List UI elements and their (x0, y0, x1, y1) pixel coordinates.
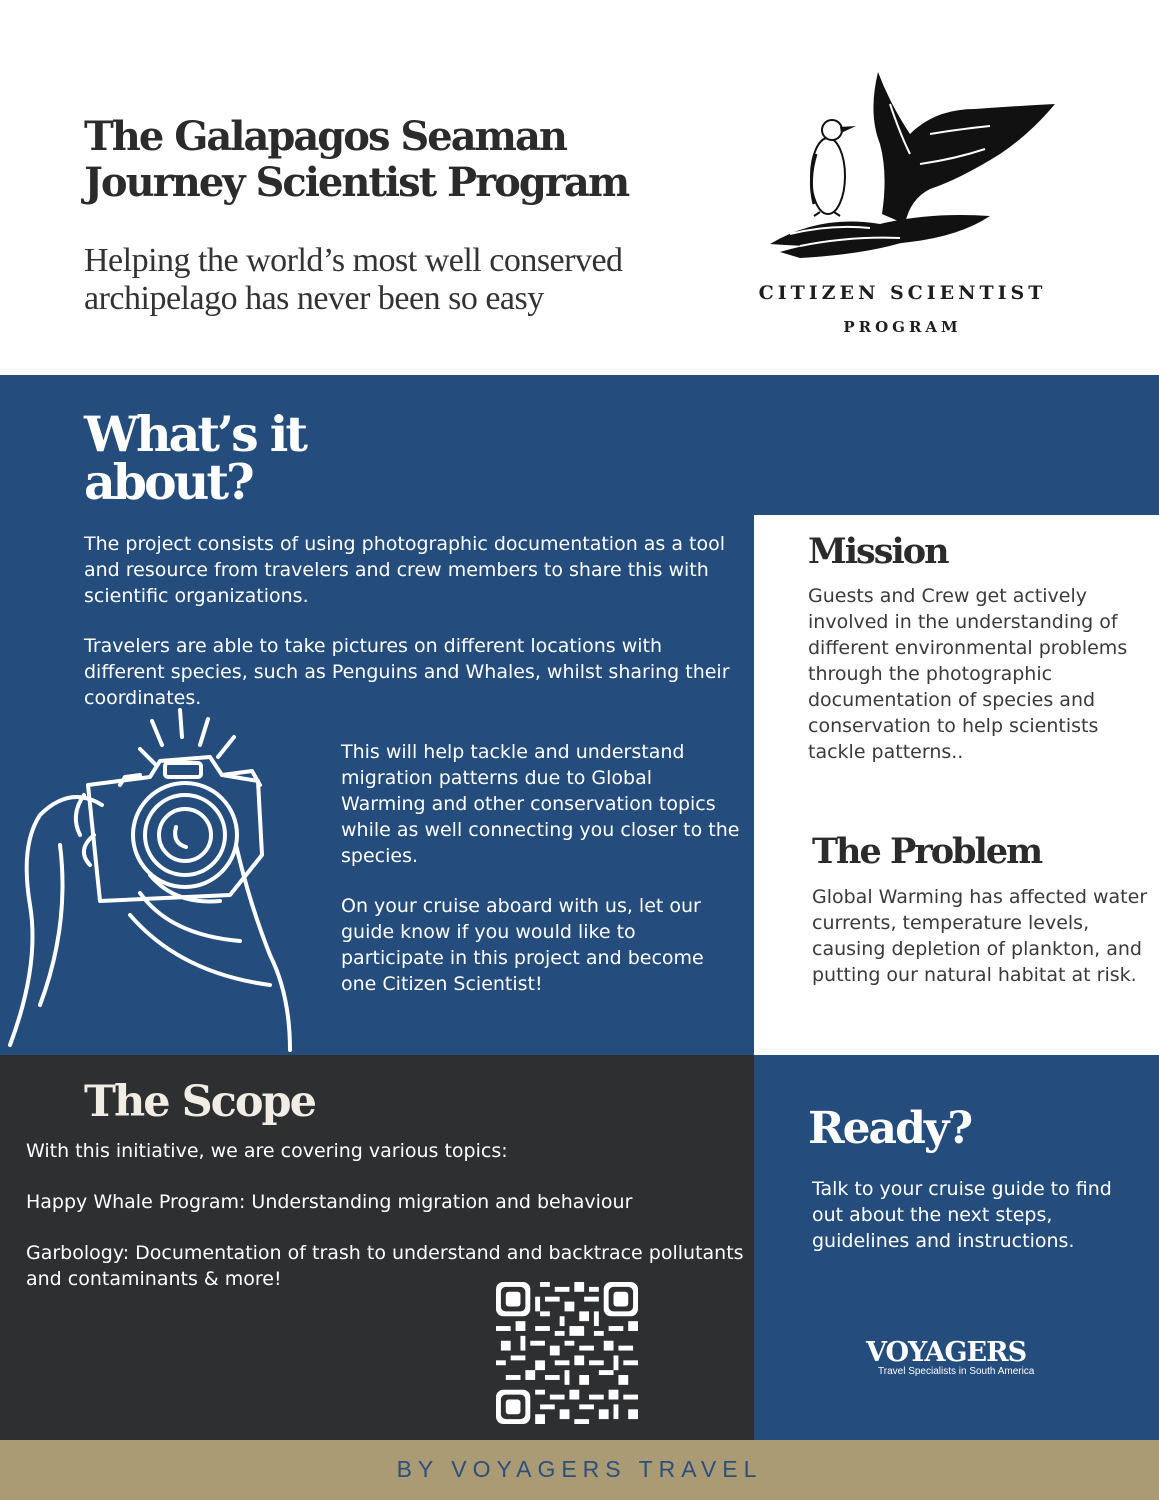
camera-hands-icon (0, 705, 335, 1055)
problem-heading: The Problem (812, 831, 1042, 872)
scope-intro: With this initiative, we are covering various topics: (26, 1140, 508, 1162)
ready-heading: Ready? (808, 1103, 972, 1154)
qr-code-icon[interactable] (496, 1282, 638, 1424)
voyagers-logo (866, 1337, 1046, 1377)
footer-text: BY VOYAGERS TRAVEL (396, 1456, 763, 1482)
ready-section (754, 1055, 1159, 1440)
logo-title: CITIZEN SCIENTIST (758, 282, 1047, 304)
scope-item-happy-whale: Happy Whale Program: Understanding migration and behaviour (26, 1191, 633, 1213)
brand-tagline: Travel Specialists in South America (878, 1366, 1035, 1377)
about-heading: What’s it about? (84, 405, 305, 511)
mission-text: Guests and Crew get actively involved in the understanding of different environmental problems through the photographic documentation of species and conservation to help scientists tackle patterns.. (808, 585, 1128, 763)
whale-tail-penguin-icon (760, 64, 1060, 264)
page-subtitle: Helping the world’s most well conserved archipelago has never been so easy (84, 242, 623, 317)
footer (0, 1440, 1159, 1500)
scope-item-garbology: Garbology: Documentation of trash to understand and backtrace pollutants and contaminants & more! (26, 1242, 744, 1290)
problem-text: Global Warming has affected water currents, temperature levels, causing depletion of plankton, and putting our natural habitat at risk. (812, 886, 1148, 986)
about-paragraph-1: The project consists of using photographic documentation as a tool and resource from travelers and crew members to share this with scientific organizations. (84, 533, 726, 607)
info-panel (754, 515, 1159, 1055)
about-paragraph-4: On your cruise aboard with us, let our guide know if you would like to participate in this project and become one Citizen Scientist! (341, 895, 704, 995)
header (0, 0, 1159, 375)
scope-section (0, 1055, 754, 1440)
logo-subtitle: PROGRAM (843, 318, 962, 336)
brand-name: VOYAGERS (866, 1337, 1027, 1368)
page-title: The Galapagos Seaman Journey Scientist Program (84, 113, 629, 206)
mission-heading: Mission (808, 531, 948, 572)
ready-text: Talk to your cruise guide to find out about the next steps, guidelines and instructions. (812, 1178, 1112, 1252)
scope-heading: The Scope (84, 1077, 315, 1127)
about-paragraph-3: This will help tackle and understand migration patterns due to Global Warming and other conservation topics while as well connecting you closer to the species. (341, 741, 740, 867)
about-paragraph-2: Travelers are able to take pictures on different locations with different species, such as Penguins and Whales, whilst sharing their coordinates. (84, 635, 730, 709)
